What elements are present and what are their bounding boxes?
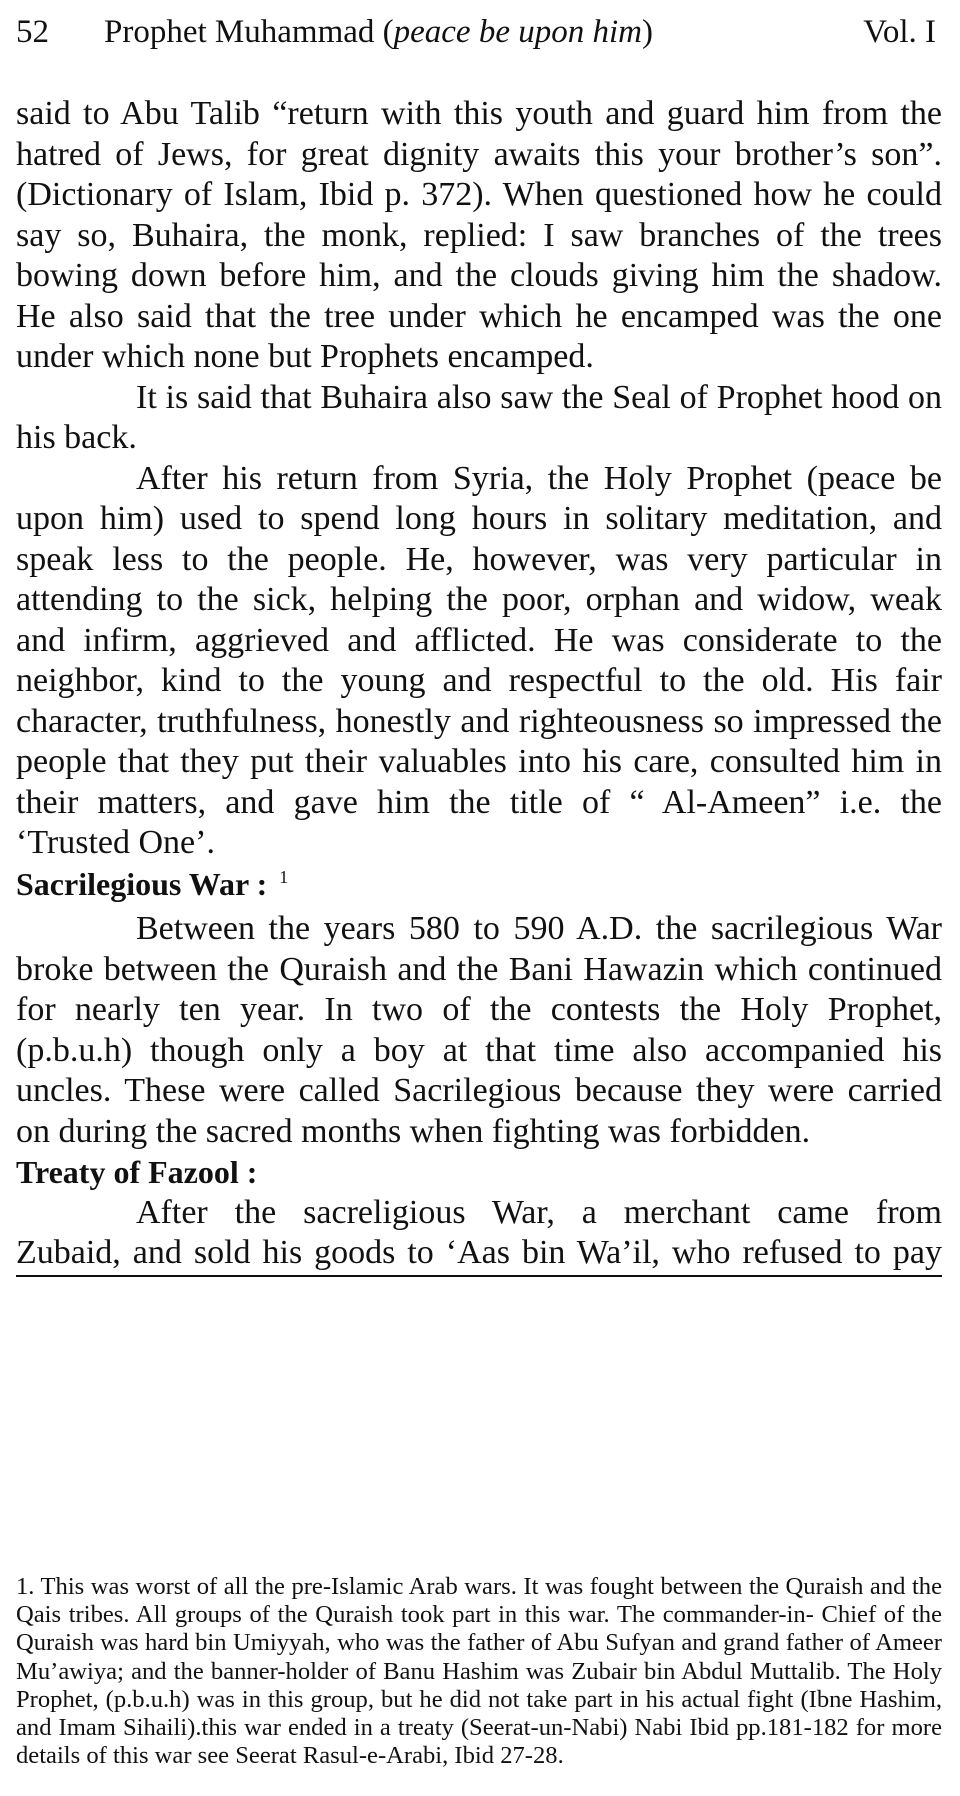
heading-1-text: Sacrilegious War :	[16, 865, 268, 902]
section-heading-sacrilegious-war	[16, 864, 942, 910]
paragraph-2: It is said that Buhaira also saw the Seal of Prophet hood on his back.	[16, 378, 942, 456]
paragraph-4: Between the years 580 to 590 A.D. the sacrilegious War broke between the Quraish and the Bani Hawazin which continued for nearly ten year. In two of the contests the Holy Prophet, (p.b.u.h) though only a boy at that time also accompanied his uncles. These were called Sacrilegious because they were carried on during the sacred months when fighting was forbidden.	[16, 910, 942, 1150]
page-number: 52	[16, 14, 49, 50]
volume-label: Vol. I	[863, 14, 936, 50]
paragraph-3: After his return from Syria, the Holy Prophet (peace be upon him) used to spend long hours in solitary meditation, and speak less to the people. He, however, was very particular in attending to the sick, helping the poor, orphan and widow, weak and infirm, aggrieved and afflicted. He was considerate to the neighbor, kind to the young and respectful to the old. His fair character, truthfulness, honestly and righteousness so impressed the people that they put their valuables into his care, consulted him in their matters, and gave him the title of “ Al-Ameen” i.e. the ‘Trusted One’.	[16, 459, 942, 861]
footnote-ref-1: 1	[279, 866, 289, 887]
title-italic: peace be upon him	[393, 14, 642, 50]
body-text	[16, 94, 942, 1277]
book-page	[16, 0, 946, 1796]
paragraph-1: said to Abu Talib “return with this youth and guard him from the hatred of Jews, for great dignity awaits this your brother’s son”. (Dictionary of Islam, Ibid p. 372). When questioned how he could say so, Buhaira, the monk, replied: I saw branches of the trees bowing down before him, and the clouds giving him the shadow. He also said that the tree under which he encamped was the one under which none but Prophets encamped.	[16, 95, 942, 375]
book-title	[104, 12, 653, 52]
paragraph-5-line-1: After the sacreligious War, a merchant came from	[136, 1193, 942, 1231]
title-suffix: )	[641, 14, 653, 50]
footnote	[16, 1573, 942, 1770]
footnote-text: 1. This was worst of all the pre-Islamic Arab wars. It was fought between the Quraish and the Qais tribes. All groups of the Quraish took part in this war. The commander-in- Chief of the Quraish was hard bin Umiyyah, who was the father of Abu Sufyan and grand father of Ameer Mu’awiya; and the banner-holder of Banu Hashim was Zubair bin Abdul Muttalib. The Holy Prophet, (p.b.u.h) was in this group, but he did not take part in his actual fight (Ibne Hashim, and Imam Sihaili).this war ended in a treaty (Seerat-un-Nabi) Nabi Ibid pp.181-182 for more details of this war see Seerat Rasul-e-Arabi, Ibid 27-28.	[16, 1573, 942, 1770]
section-heading-treaty-of-fazool: Treaty of Fazool :	[16, 1154, 258, 1190]
title-prefix: Prophet Muhammad (	[104, 14, 394, 50]
paragraph-5-line-2: Zubaid, and sold his goods to ‘Aas bin Wa’il, who refused to pay	[16, 1233, 942, 1277]
